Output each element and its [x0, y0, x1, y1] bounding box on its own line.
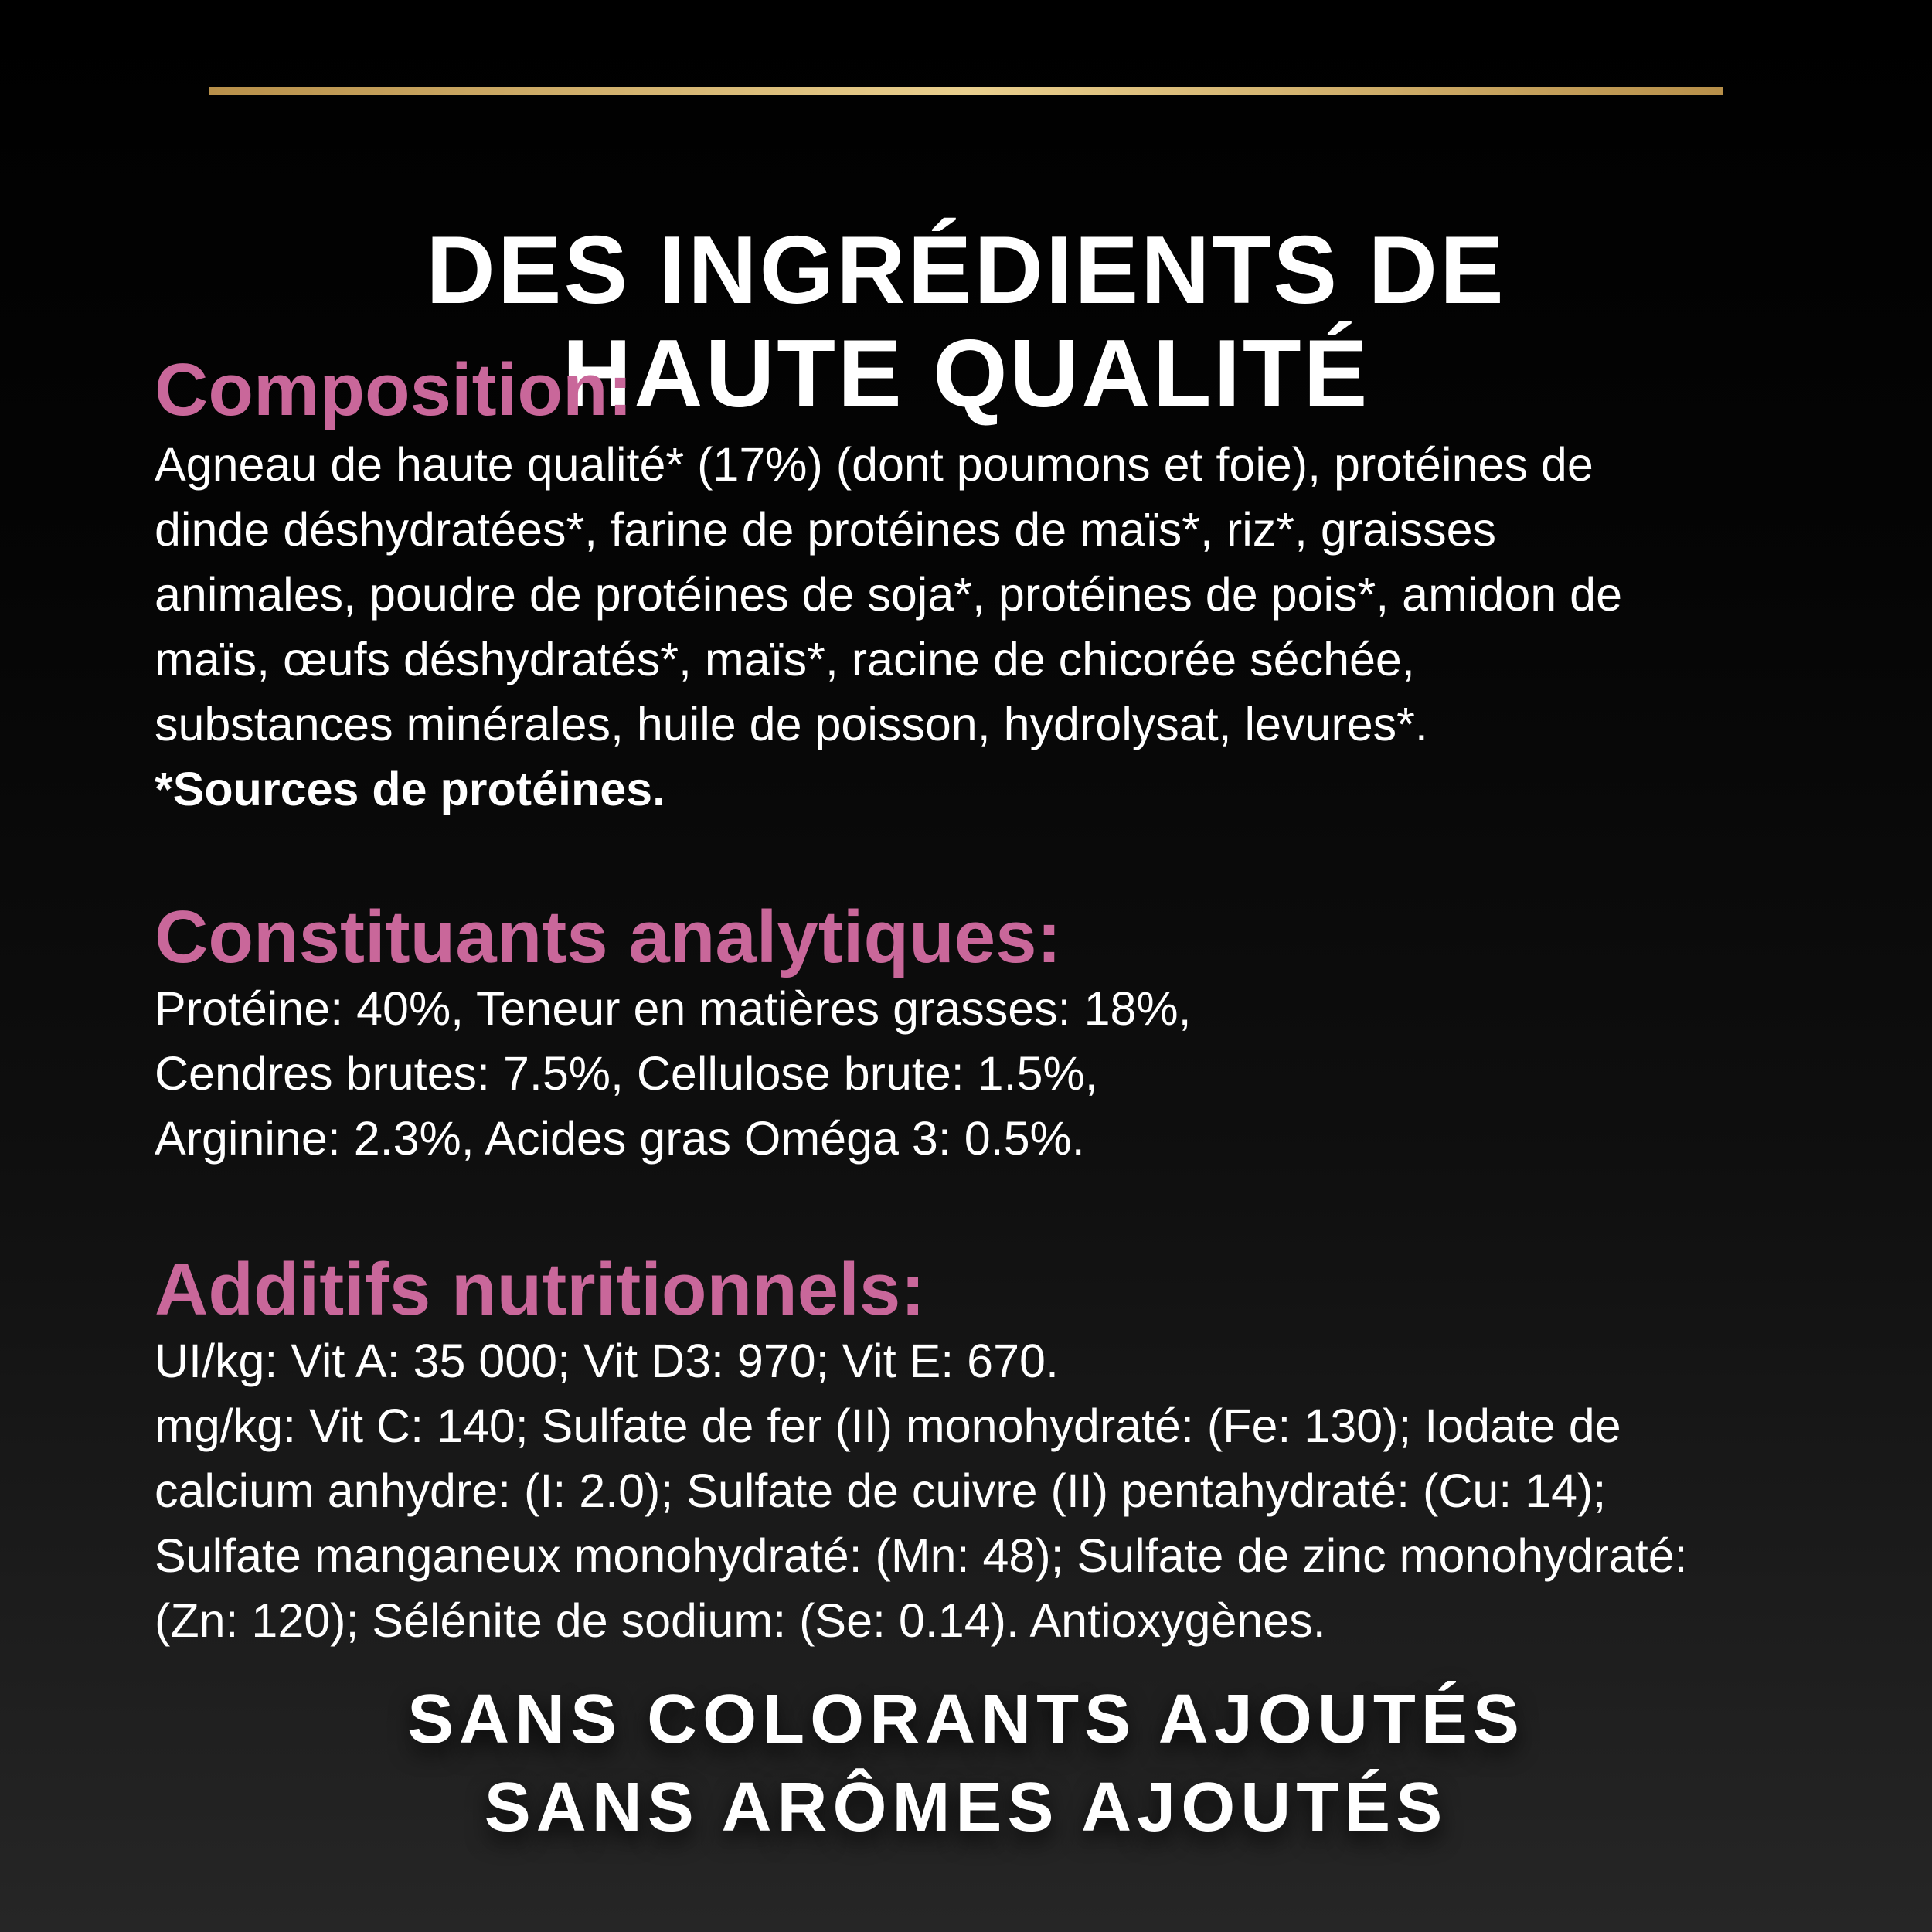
additives-line: Sulfate manganeux monohydraté: (Mn: 48); Sulfate de zinc monohydraté:	[155, 1529, 1688, 1582]
page-title-line-2: HAUTE QUALITÉ	[562, 321, 1370, 428]
gold-divider-rule	[209, 87, 1723, 95]
additives-line: (Zn: 120); Sélénite de sodium: (Se: 0.14). Antioxygènes.	[155, 1594, 1326, 1647]
analytical-constituents-text	[155, 976, 1816, 1171]
no-additives-claims	[0, 1675, 1932, 1852]
nutritional-additives-heading: Additifs nutritionnels:	[155, 1248, 926, 1331]
additives-line: mg/kg: Vit C: 140; Sulfate de fer (II) monohydraté: (Fe: 130); Iodate de	[155, 1400, 1621, 1452]
composition-line: maïs, œufs déshydratés*, maïs*, racine de chicorée séchée,	[155, 633, 1415, 685]
constituents-line: Cendres brutes: 7.5%, Cellulose brute: 1.5%,	[155, 1047, 1098, 1100]
composition-line: substances minérales, huile de poisson, hydrolysat, levures*.	[155, 698, 1428, 750]
claim-no-flavours: SANS ARÔMES AJOUTÉS	[484, 1769, 1448, 1846]
composition-line: animales, poudre de protéines de soja*, protéines de pois*, amidon de	[155, 568, 1623, 621]
composition-section	[155, 349, 1816, 821]
analytical-constituents-heading: Constituants analytiques:	[155, 896, 1062, 978]
nutritional-additives-section	[155, 1248, 1816, 1653]
composition-line: Agneau de haute qualité* (17%) (dont poumons et foie), protéines de	[155, 438, 1594, 491]
page-title-line-1: DES INGRÉDIENTS DE	[426, 217, 1506, 325]
composition-text	[155, 432, 1816, 757]
additives-line: UI/kg: Vit A: 35 000; Vit D3: 970; Vit E: 670.	[155, 1335, 1059, 1387]
constituents-line: Arginine: 2.3%, Acides gras Oméga 3: 0.5%.	[155, 1112, 1085, 1165]
ingredients-content	[155, 349, 1816, 1653]
additives-line: calcium anhydre: (I: 2.0); Sulfate de cuivre (II) pentahydraté: (Cu: 14);	[155, 1464, 1607, 1517]
claim-no-colorants: SANS COLORANTS AJOUTÉS	[407, 1681, 1525, 1758]
composition-line: dinde déshydratées*, farine de protéines de maïs*, riz*, graisses	[155, 503, 1497, 556]
composition-heading: Composition:	[155, 349, 633, 431]
constituents-line: Protéine: 40%, Teneur en matières grasses: 18%,	[155, 982, 1192, 1035]
analytical-constituents-section	[155, 896, 1816, 1171]
protein-sources-note: *Sources de protéines.	[155, 763, 666, 815]
nutritional-additives-text	[155, 1328, 1816, 1653]
